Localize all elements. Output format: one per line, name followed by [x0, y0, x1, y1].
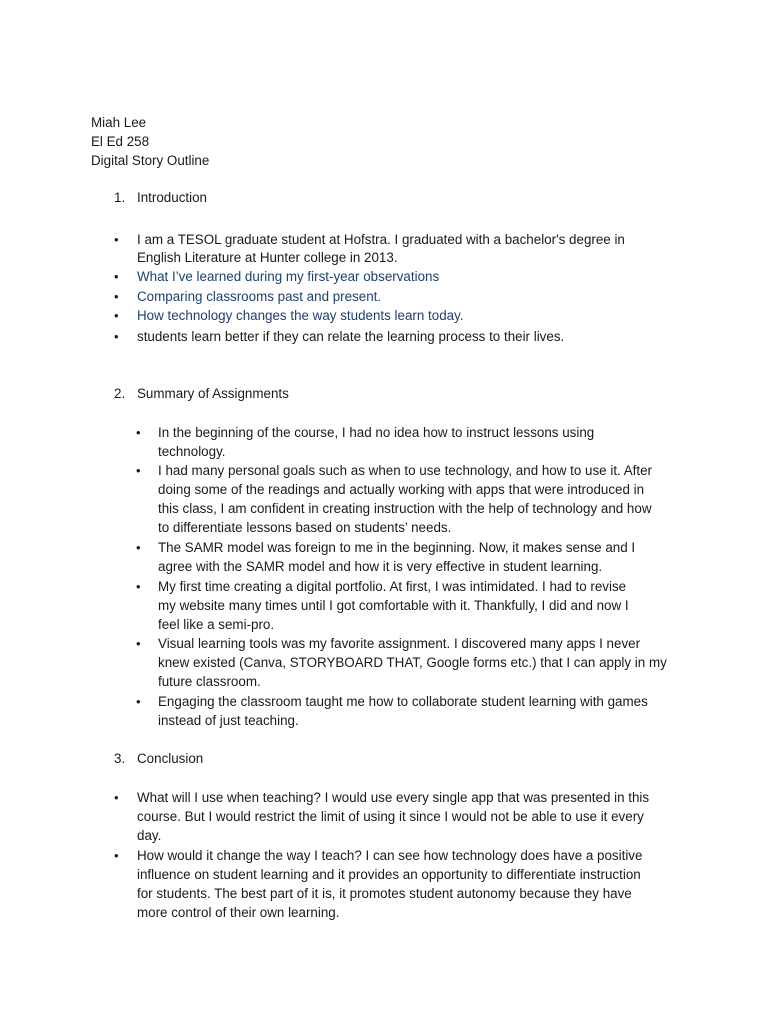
- author-name: Miah Lee: [91, 115, 147, 130]
- list-item-line: Visual learning tools was my favorite assignment. I discovered many apps I never: [158, 636, 641, 651]
- list-item-line: Comparing classrooms past and present.: [137, 289, 382, 304]
- list-item-line: My first time creating a digital portfolio. At first, I was intimidated. I had to revise: [158, 579, 627, 594]
- bullet-icon: •: [136, 694, 141, 709]
- list-item-line: influence on student learning and it provides an opportunity to differentiate instruction: [137, 867, 641, 882]
- bullet-icon: •: [136, 540, 141, 555]
- course-code: El Ed 258: [91, 134, 150, 149]
- list-item-line: future classroom.: [158, 674, 261, 689]
- list-item-line: English Literature at Hunter college in 2013.: [137, 250, 398, 265]
- list-item-line: this class, I am confident in creating instruction with the help of technology and how: [158, 501, 652, 516]
- list-item-line: feel like a semi-pro.: [158, 617, 275, 632]
- bullet-icon: •: [136, 425, 141, 440]
- list-item-line: agree with the SAMR model and how it is very effective in student learning.: [158, 559, 603, 574]
- list-item-line: doing some of the readings and actually working with apps that were introduced in: [158, 482, 645, 497]
- bullet-icon: •: [114, 790, 119, 805]
- list-item-line: In the beginning of the course, I had no idea how to instruct lessons using: [158, 425, 595, 440]
- list-item-line: I had many personal goals such as when to use technology, and how to use it. After: [158, 463, 653, 478]
- list-item-line: How would it change the way I teach? I can see how technology does have a positive: [137, 848, 643, 863]
- bullet-icon: •: [136, 579, 141, 594]
- list-item-line: for students. The best part of it is, it promotes student autonomy because they have: [137, 886, 632, 901]
- list-item-line: How technology changes the way students learn today.: [137, 308, 464, 323]
- list-item-line: I am a TESOL graduate student at Hofstra. I graduated with a bachelor's degree in: [137, 232, 625, 247]
- bullet-icon: •: [114, 269, 119, 284]
- bullet-icon: •: [114, 308, 119, 323]
- bullet-icon: •: [114, 329, 119, 344]
- section-heading: Conclusion: [137, 751, 204, 766]
- list-item-line: day.: [137, 828, 162, 843]
- section-number: 3.: [114, 751, 126, 766]
- list-item-line: to differentiate lessons based on students’ needs.: [158, 520, 452, 535]
- section-number: 2.: [114, 386, 126, 401]
- bullet-icon: •: [136, 636, 141, 651]
- list-item-line: instead of just teaching.: [158, 713, 299, 728]
- list-item-line: The SAMR model was foreign to me in the beginning. Now, it makes sense and I: [158, 540, 636, 555]
- list-item-line: students learn better if they can relate the learning process to their lives.: [137, 329, 565, 344]
- bullet-icon: •: [114, 232, 119, 247]
- document-title: Digital Story Outline: [91, 153, 210, 168]
- list-item-line: technology.: [158, 444, 226, 459]
- bullet-icon: •: [114, 289, 119, 304]
- list-item-line: course. But I would restrict the limit of using it since I would not be able to use it every: [137, 809, 644, 824]
- list-item-line: What I’ve learned during my first-year observations: [137, 269, 440, 284]
- bullet-icon: •: [136, 463, 141, 478]
- list-item-line: more control of their own learning.: [137, 905, 340, 920]
- list-item-line: my website many times until I got comfortable with it. Thankfully, I did and now I: [158, 598, 629, 613]
- list-item-line: Engaging the classroom taught me how to collaborate student learning with games: [158, 694, 648, 709]
- section-number: 1.: [114, 190, 126, 205]
- section-heading: Summary of Assignments: [137, 386, 289, 401]
- bullet-icon: •: [114, 848, 119, 863]
- section-heading: Introduction: [137, 190, 207, 205]
- list-item-line: What will I use when teaching? I would use every single app that was presented in this: [137, 790, 650, 805]
- list-item-line: knew existed (Canva, STORYBOARD THAT, Google forms etc.) that I can apply in my: [158, 655, 667, 670]
